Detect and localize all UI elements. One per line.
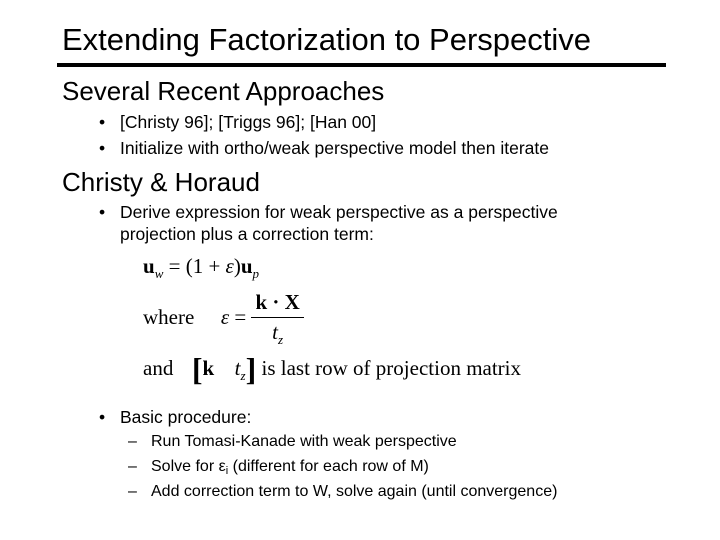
bullet-text: projection plus a correction term: <box>120 224 374 244</box>
math-sub-p: p <box>252 266 260 281</box>
math-epsilon: ε <box>220 304 230 329</box>
step-text <box>151 457 429 481</box>
math-where: where <box>143 304 195 329</box>
math-t: t <box>234 356 241 380</box>
math-u: u <box>143 254 155 278</box>
step-text: Run Tomasi-Kanade with weak perspective <box>151 433 457 450</box>
bullet-text: Initialize with ortho/weak perspective model then iterate <box>120 138 549 158</box>
math-epsilon: ε <box>225 254 234 278</box>
math-equals: = <box>229 304 252 329</box>
math-and: and <box>143 356 174 380</box>
title-rule <box>57 63 666 67</box>
math-bracket-close: ] <box>245 351 257 387</box>
bullet-text: Derive expression for weak perspective as a perspective <box>120 202 558 222</box>
bullet-dot: • <box>99 138 106 158</box>
slide-title: Extending Factorization to Perspective <box>62 22 591 57</box>
math-denominator <box>251 318 303 348</box>
math-t: t <box>272 320 278 344</box>
step-text-post: (different for each row of M) <box>228 458 429 475</box>
math-bracket-open: [ <box>191 351 203 387</box>
bullet-dot: • <box>99 407 106 427</box>
dash-marker: – <box>128 433 137 450</box>
math-sub-z: z <box>278 332 284 347</box>
math-k: k <box>202 356 215 380</box>
equation-last-row <box>143 351 521 388</box>
step-text: Add correction term to W, solve again (until convergence) <box>151 483 558 500</box>
equation-weak-perspective <box>143 254 259 282</box>
math-numerator: k · X <box>251 290 303 318</box>
bullet-dot: • <box>99 112 106 132</box>
math-u: u <box>240 254 253 278</box>
step-epsilon-sub: i <box>225 465 229 477</box>
math-fraction <box>251 290 303 348</box>
bullet-text: [Christy 96]; [Triggs 96]; [Han 00] <box>120 112 377 132</box>
math-sub-w: w <box>154 266 164 281</box>
math-sub-z: z <box>240 368 246 383</box>
section-heading-christy-horaud: Christy & Horaud <box>62 167 260 197</box>
equation-epsilon-definition <box>143 290 304 348</box>
math-close: ) <box>233 254 241 278</box>
math-mid: = (1 + <box>163 254 226 278</box>
math-and-rest: is last row of projection matrix <box>261 356 522 380</box>
dash-marker: – <box>128 483 137 500</box>
bullet-dot: • <box>99 202 106 222</box>
dash-marker: – <box>128 458 137 475</box>
section-heading-approaches: Several Recent Approaches <box>62 76 385 106</box>
step-epsilon: ε <box>218 458 226 475</box>
step-text-pre: Solve for <box>151 458 219 475</box>
bullet-text: Basic procedure: <box>120 407 252 427</box>
